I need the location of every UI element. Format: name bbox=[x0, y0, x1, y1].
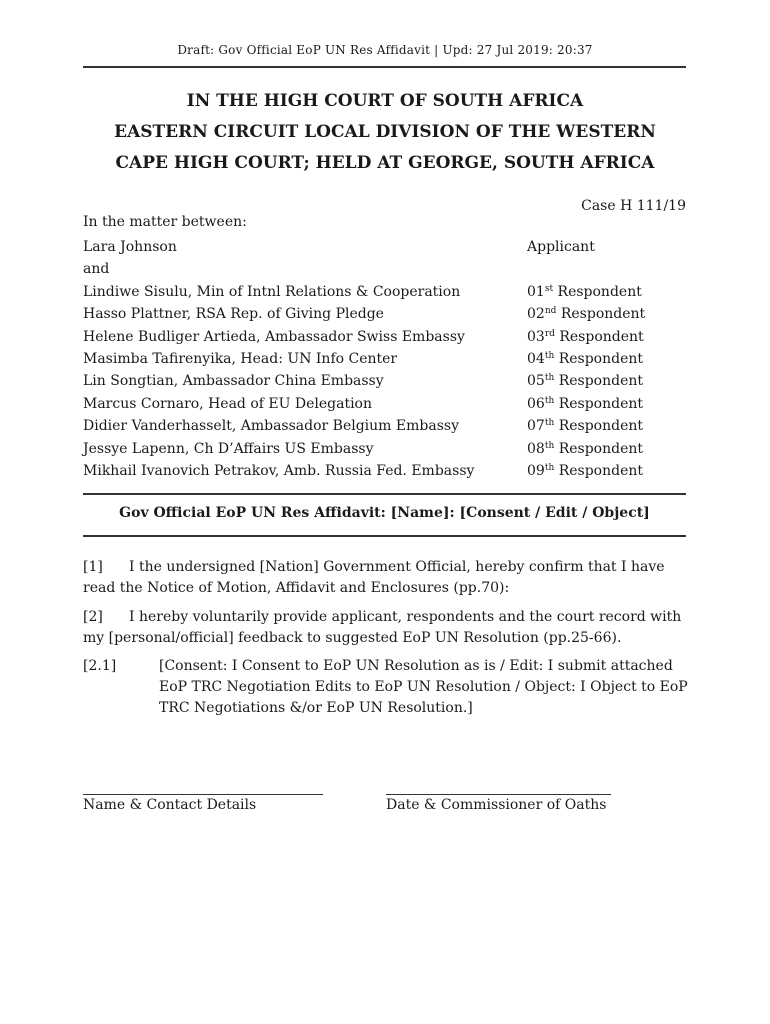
respondent-number: 04 bbox=[527, 350, 545, 367]
respondent-name: Helene Budliger Artieda, Ambassador Swiss Embassy bbox=[83, 328, 465, 345]
respondent-label: Respondent bbox=[554, 373, 644, 390]
name-contact-label: Name & Contact Details bbox=[83, 797, 257, 813]
respondent-row bbox=[83, 326, 686, 348]
respondent-row bbox=[83, 460, 686, 482]
date-commissioner-label: Date & Commissioner of Oaths bbox=[386, 797, 607, 813]
case-number: Case H 111/19 bbox=[581, 198, 686, 214]
respondent-role bbox=[527, 303, 645, 325]
respondent-role bbox=[527, 415, 643, 437]
respondent-role bbox=[527, 326, 644, 348]
draft-header: Draft: Gov Official EoP UN Res Affidavit | Upd: 27 Jul 2019: 20:37 bbox=[177, 43, 593, 57]
and-label: and bbox=[83, 261, 110, 278]
paragraph-1 bbox=[83, 557, 686, 599]
parties-list bbox=[83, 236, 686, 482]
paragraph-number: [2] bbox=[83, 609, 103, 625]
respondent-ordinal: th bbox=[544, 462, 555, 473]
respondent-role bbox=[527, 438, 643, 460]
respondent-ordinal: rd bbox=[544, 328, 555, 339]
court-title-line-1: IN THE HIGH COURT OF SOUTH AFRICA bbox=[186, 91, 584, 111]
respondent-number: 06 bbox=[527, 395, 545, 412]
applicant-row bbox=[83, 236, 686, 258]
respondent-row bbox=[83, 415, 686, 437]
respondent-ordinal: th bbox=[544, 395, 555, 406]
respondent-name: Didier Vanderhasselt, Ambassador Belgium Embassy bbox=[83, 418, 459, 435]
section-divider-top bbox=[83, 493, 686, 495]
applicant-role: Applicant bbox=[527, 239, 595, 255]
respondent-name: Marcus Cornaro, Head of EU Delegation bbox=[83, 395, 372, 412]
paragraph-number: [2.1] bbox=[83, 658, 117, 674]
court-title bbox=[0, 86, 770, 179]
respondent-ordinal: th bbox=[544, 418, 555, 429]
header-divider bbox=[83, 66, 686, 68]
signature-line-name bbox=[83, 794, 323, 795]
respondent-name: Mikhail Ivanovich Petrakov, Amb. Russia Fed. Embassy bbox=[83, 462, 475, 479]
respondent-label: Respondent bbox=[553, 283, 642, 300]
respondent-number: 09 bbox=[527, 462, 545, 479]
respondent-row bbox=[83, 303, 686, 325]
respondent-label: Respondent bbox=[554, 395, 644, 412]
respondent-label: Respondent bbox=[554, 440, 644, 457]
respondent-row bbox=[83, 281, 686, 303]
court-title-line-2: EASTERN CIRCUIT LOCAL DIVISION OF THE WESTERN bbox=[114, 122, 656, 142]
respondent-label: Respondent bbox=[554, 418, 644, 435]
applicant-name: Lara Johnson bbox=[83, 239, 177, 255]
respondent-row bbox=[83, 370, 686, 392]
matter-label: In the matter between: bbox=[83, 214, 247, 230]
respondent-role bbox=[527, 370, 643, 392]
respondent-number: 03 bbox=[527, 328, 545, 345]
respondent-number: 02 bbox=[527, 306, 545, 323]
court-title-line-3: CAPE HIGH COURT; HELD AT GEORGE, SOUTH AFRICA bbox=[115, 153, 655, 173]
paragraph-text: [Consent: I Consent to EoP UN Resolution as is / Edit: I submit attached EoP TRC Negotiation Edits to EoP UN Resolution / Object: I Object to EoP TRC Negotiations &/or EoP UN Resolution.] bbox=[159, 658, 688, 716]
respondent-label: Respondent bbox=[554, 462, 644, 479]
respondent-role bbox=[527, 348, 643, 370]
respondent-number: 01 bbox=[527, 283, 545, 300]
respondent-ordinal: th bbox=[544, 373, 555, 384]
respondent-name: Lindiwe Sisulu, Min of Intnl Relations & Cooperation bbox=[83, 283, 461, 300]
respondent-ordinal: nd bbox=[544, 306, 557, 317]
paragraph-text: I the undersigned [Nation] Government Official, hereby confirm that I have read the Notice of Motion, Affidavit and Enclosures (pp.70): bbox=[83, 559, 665, 596]
respondent-row bbox=[83, 348, 686, 370]
respondent-name: Masimba Tafirenyika, Head: UN Info Center bbox=[83, 350, 398, 367]
respondent-name: Jessye Lapenn, Ch D’Affairs US Embassy bbox=[83, 440, 374, 457]
respondent-number: 07 bbox=[527, 418, 545, 435]
respondent-row bbox=[83, 393, 686, 415]
affidavit-title: Gov Official EoP UN Res Affidavit: [Name]: [Consent / Edit / Object] bbox=[119, 505, 650, 521]
respondent-label: Respondent bbox=[556, 306, 646, 323]
respondent-number: 05 bbox=[527, 373, 545, 390]
respondent-ordinal: th bbox=[544, 350, 555, 361]
respondent-role bbox=[527, 460, 643, 482]
paragraph-2 bbox=[83, 607, 686, 649]
signature-line-date bbox=[386, 794, 611, 795]
respondent-label: Respondent bbox=[554, 350, 644, 367]
respondent-ordinal: st bbox=[544, 283, 554, 294]
respondent-ordinal: th bbox=[544, 440, 555, 451]
respondent-name: Hasso Plattner, RSA Rep. of Giving Pledge bbox=[83, 306, 384, 323]
paragraph-number: [1] bbox=[83, 559, 103, 575]
respondent-role bbox=[527, 281, 642, 303]
respondent-label: Respondent bbox=[554, 328, 644, 345]
paragraph-text: I hereby voluntarily provide applicant, respondents and the court record with my [personal/official] feedback to suggested EoP UN Resolution (pp.25-66). bbox=[83, 609, 682, 646]
respondent-role bbox=[527, 393, 643, 415]
respondent-number: 08 bbox=[527, 440, 545, 457]
respondent-row bbox=[83, 438, 686, 460]
section-divider-bottom bbox=[83, 535, 686, 537]
respondent-name: Lin Songtian, Ambassador China Embassy bbox=[83, 373, 384, 390]
